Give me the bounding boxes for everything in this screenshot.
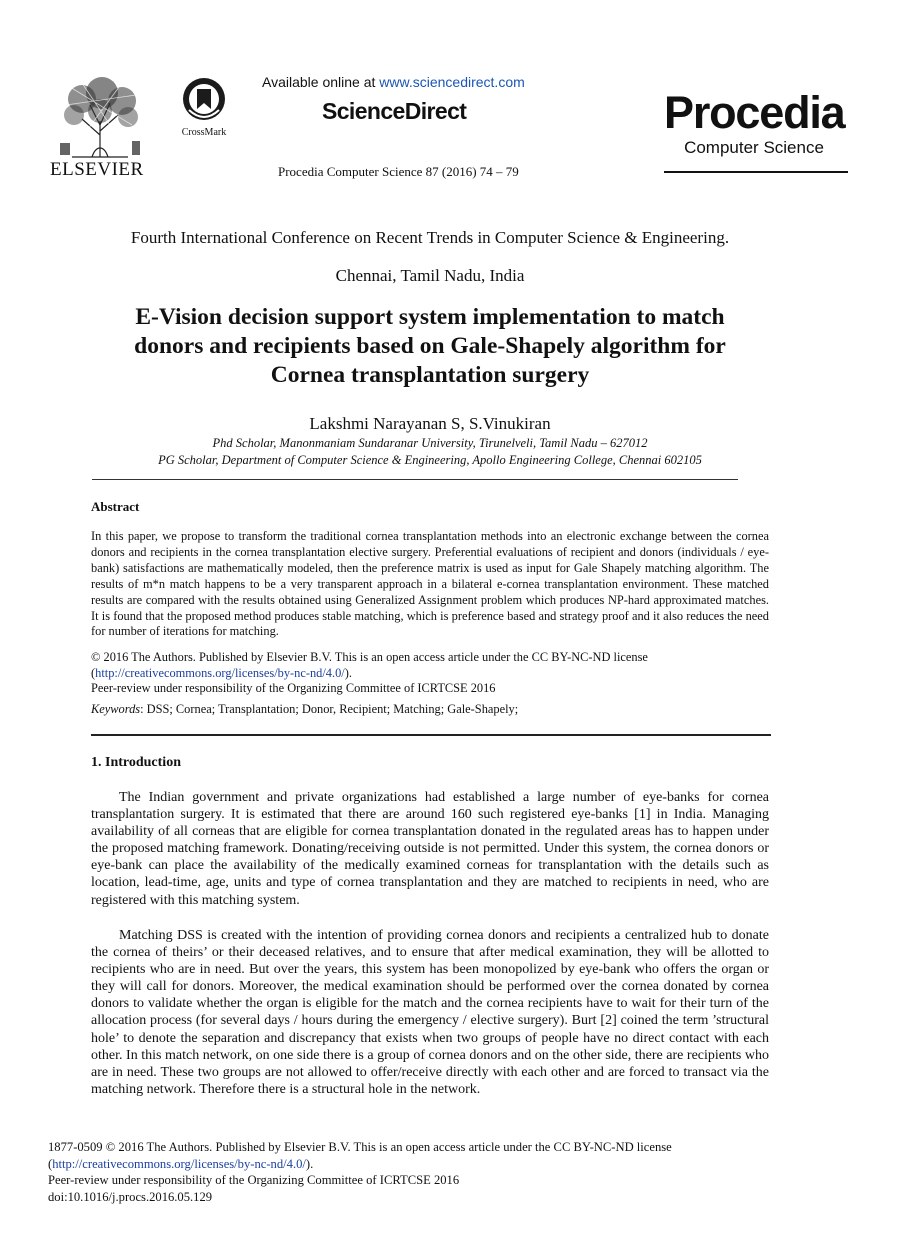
crossmark-badge[interactable] <box>176 76 232 138</box>
journal-reference: Procedia Computer Science 87 (2016) 74 – 79 <box>278 164 519 179</box>
abstract-divider <box>91 734 771 736</box>
elsevier-logo <box>50 75 150 180</box>
license-close: ). <box>344 666 352 680</box>
procedia-logo <box>664 87 848 175</box>
footer-doi[interactable]: doi:10.1016/j.procs.2016.05.129 <box>48 1190 213 1204</box>
affiliation-1: Phd Scholar, Manonmaniam Sundaranar University, Tirunelveli, Tamil Nadu – 627012 <box>212 436 648 450</box>
elsevier-wordmark: ELSEVIER <box>50 159 144 180</box>
title-line-1: E-Vision decision support system implementation to match <box>135 304 725 330</box>
abstract-body: In this paper, we propose to transform the traditional cornea transplantation methods into an electronic exchange between the cornea donors and recipients in the cornea transplantation elective surgery. Preferential evaluations of recipient and donors (individuals / eye-bank) satisfactions are mathematically modeled, then the preference matrix is used as input for Gale Shapely matching algorithm. The results of m*n match happens to be a very transparent approach in a bilateral e-cornea transplantation environment. These matched results are compared with the results obtained using Generalized Assignment problem which produces NP-hard approximated matches. It is found that the proposed method produces stable matching, which is preference based and strategy proof and it also reduces the need for number of iterations for matching. <box>91 529 769 639</box>
available-online <box>262 74 525 90</box>
keywords-text: : DSS; Cornea; Transplantation; Donor, Recipient; Matching; Gale-Shapely; <box>140 702 519 716</box>
introduction-heading: 1. Introduction <box>91 755 181 770</box>
conference-name: Fourth International Conference on Recent Trends in Computer Science & Engineering. <box>130 228 730 247</box>
footer-copyright: 1877-0509 © 2016 The Authors. Published by Elsevier B.V. This is an open access article under the CC BY-NC-ND license <box>48 1140 672 1154</box>
conference-location: Chennai, Tamil Nadu, India <box>335 266 525 285</box>
keywords-label: Keywords <box>91 702 141 716</box>
license-link[interactable]: http://creativecommons.org/licenses/by-nc-nd/4.0/ <box>95 666 345 680</box>
keywords <box>91 702 771 717</box>
title-line-3: Cornea transplantation surgery <box>270 362 590 388</box>
crossmark-label: CrossMark <box>181 127 227 138</box>
paper-title <box>60 303 800 390</box>
abstract-license <box>91 666 771 681</box>
header-divider <box>92 479 738 480</box>
footer-license-close: ). <box>305 1157 314 1171</box>
procedia-rule <box>664 171 848 173</box>
page-header <box>0 0 907 190</box>
abstract-heading: Abstract <box>91 499 140 514</box>
footer-license-open: ( <box>48 1157 53 1171</box>
sciencedirect-link[interactable]: www.sciencedirect.com <box>379 74 525 90</box>
sciencedirect-logo: ScienceDirect <box>322 98 467 124</box>
footer-peer-review: Peer-review under responsibility of the Organizing Committee of ICRTCSE 2016 <box>48 1173 460 1187</box>
license-open: ( <box>91 666 96 680</box>
available-prefix: Available online at <box>262 74 376 90</box>
title-line-2: donors and recipients based on Gale-Shapely algorithm for <box>134 333 726 359</box>
introduction-paragraph-1: The Indian government and private organizations had established a large number of eye-banks for cornea transplantation surgery. It is estimated that there are around 160 such registered eye-banks [1] in India. Managing availability of all corneas that are eligible for cornea transplantation donated in the regulated areas has to happen under the proposed matching framework. Donating/receiving outside is not permitted. Under this system, the cornea donors or eye-bank can place the availability of the medically examined corneas for transplantation with the details such as location, lead-time, age, units and type of cornea transplantation and they are matched to recipients in need, who are registered with this matching system. <box>91 790 769 908</box>
procedia-title: Procedia <box>664 87 845 138</box>
paper-authors: Lakshmi Narayanan S, S.Vinukiran <box>309 414 551 433</box>
abstract-peer-review: Peer-review under responsibility of the Organizing Committee of ICRTCSE 2016 <box>91 681 496 695</box>
introduction-paragraph-2: Matching DSS is created with the intention of providing cornea donors and recipients a centralized hub to donate the cornea of theirs’ or their deceased relatives, and to ensure that after medical examination, they will be allotted to recipients who are in need. But over the years, this system has been monopolized by eye-bank who offers the organ or they will call for donors. Moreover, the medical examination should be performed over the cornea donated by cornea donors to validate whether the organ is eligible for the match and the cornea recipients have to wait for their turn of the allocation process (for several days / hours during the emergency / elective surgery). Burt [2] coined the term ’structural hole’ to denote the separation and discrepancy that exists when two groups of people have no direct contact with each other. In this match network, on one side there is a group of cornea donors and on the other side, there are recipients who are in need. These two groups are not allowed to offer/receive directly with each other and are forced to transact via the matching network. Therefore there is a structural hole in the network. <box>91 928 769 1097</box>
procedia-subtitle: Computer Science <box>684 138 824 157</box>
affiliation-2: PG Scholar, Department of Computer Science & Engineering, Apollo Engineering College, Chennai 602105 <box>158 453 702 467</box>
abstract-copyright: © 2016 The Authors. Published by Elsevier B.V. This is an open access article under the CC BY-NC-ND license <box>91 650 648 664</box>
footer-license-link[interactable]: http://creativecommons.org/licenses/by-nc-nd/4.0/ <box>52 1157 306 1171</box>
elsevier-tree-icon <box>52 75 148 159</box>
footer-license <box>48 1157 848 1172</box>
crossmark-icon <box>181 76 227 122</box>
